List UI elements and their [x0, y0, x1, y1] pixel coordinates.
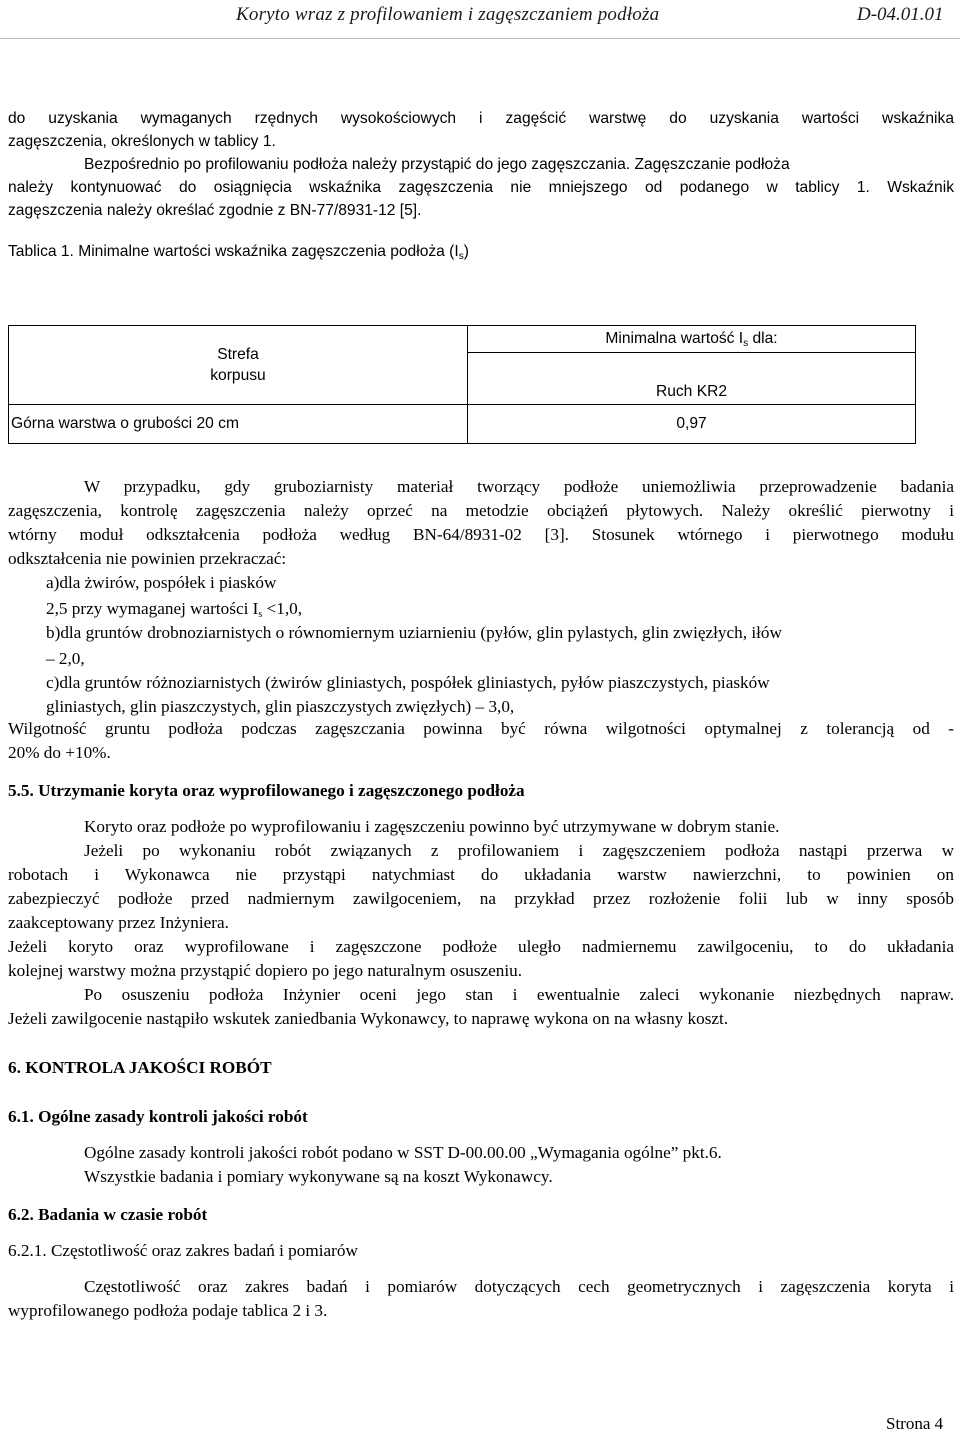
table1-header-traffic: [468, 353, 916, 405]
table1-header-minval: [468, 326, 916, 353]
para3-line2: zagęszczenia, kontrolę zagęszczenia należy oprzeć na metodzie obciążeń płytowych. Należy określić pierwotny i: [8, 501, 954, 520]
section-5-5-p4-line1: Po osuszeniu podłoża Inżynier oceni jego stan i ewentualnie zaleci wykonanie niezbędnych napraw.: [84, 985, 954, 1004]
section-5-5-p1: Koryto oraz podłoże po wyprofilowaniu i zagęszczeniu powinno być utrzymywane w dobrym stanie.: [84, 817, 780, 836]
para3-line1: W przypadku, gdy gruboziarnisty materiał tworzący podłoże uniemożliwia przeprowadzenie badania: [84, 477, 954, 496]
para3-item-a-value-end: <1,0,: [262, 599, 303, 618]
table1-header-minval-main: Minimalna wartość I: [605, 330, 744, 348]
para1-line2: zagęszczenia, określonych w tablicy 1.: [8, 133, 276, 150]
section-6-2-1-line1: Częstotliwość oraz zakres badań i pomiarów dotyczących cech geometrycznych i zagęszczenia koryta i: [84, 1277, 954, 1296]
table1-header-zone-line2: korpusu: [210, 367, 266, 384]
page-number: Strona 4: [886, 1414, 944, 1433]
para3-line4: odkształcenia nie powinien przekraczać:: [8, 549, 287, 568]
table1-row1-value: 0,97: [468, 405, 916, 444]
header-spec-code: D-04.01.01: [857, 4, 944, 25]
table1-header-zone-line1: Strefa: [217, 346, 259, 363]
para2-line3: zagęszczenia należy określać zgodnie z BN-77/8931-12 [5].: [8, 202, 422, 219]
para2-line1: Bezpośrednio po profilowaniu podłoża należy przystąpić do jego zagęszczania. Zagęszczanie podłoża: [84, 156, 790, 173]
para3-item-a-value: [46, 598, 302, 620]
para3-item-a-value-sub: s: [258, 609, 263, 620]
para1-line1: do uzyskania wymaganych rzędnych wysokościowych i zagęścić warstwę do uzyskania wartości wskaźnika: [8, 110, 954, 127]
section-6-1-p2: Wszystkie badania i pomiary wykonywane są na koszt Wykonawcy.: [84, 1167, 553, 1186]
header-rule: [0, 38, 960, 39]
section-6-1-heading: 6.1. Ogólne zasady kontroli jakości robót: [8, 1107, 308, 1126]
section-5-5-p2-line2: robotach i Wykonawca nie przystąpi natychmiast do układania warstw nawierzchni, to powinien on: [8, 865, 954, 884]
section-6-2-1-line2: wyprofilowanego podłoża podaje tablica 2 i 3.: [8, 1301, 328, 1320]
para3-line3: wtórny moduł odkształcenia podłoża według BN-64/8931-02 [3]. Stosunek wtórnego i pierwotnego modułu: [8, 525, 954, 544]
table1-caption-end: ): [463, 243, 469, 260]
table1-row1-label: Górna warstwa o grubości 20 cm: [9, 405, 468, 444]
para3-item-a: a)dla żwirów, pospółek i piasków: [46, 573, 277, 592]
section-5-5-p2-line3: zabezpieczyć podłoże przed nadmiernym zawilgoceniem, na przykład przez rozłożenie folii lub w inny sposób: [8, 889, 954, 908]
section-5-5-p3-line2: kolejnej warstwy można przystąpić dopiero po jego naturalnym osuszeniu.: [8, 961, 523, 980]
para3-item-a-value-main: 2,5 przy wymaganej wartości I: [46, 599, 259, 618]
section-5-5-p2-line4: zaakceptowany przez Inżyniera.: [8, 913, 229, 932]
para3-item-c-line1: c)dla gruntów różnoziarnistych (żwirów gliniastych, pospółek gliniastych, pyłów piaszczystych, piasków: [46, 673, 770, 692]
para3-item-b-line1: b)dla gruntów drobnoziarnistych o równomiernym uziarnieniu (pyłów, glin pylastych, glin zwięzłych, iłów: [46, 623, 782, 642]
table1-caption-main: Tablica 1. Minimalne wartości wskaźnika zagęszczenia podłoża (I: [8, 243, 459, 260]
section-6-2-1-heading: 6.2.1. Częstotliwość oraz zakres badań i pomiarów: [8, 1241, 358, 1260]
para3-item-c-line2: gliniastych, glin piaszczystych, glin piaszczystych zwięzłych) – 3,0,: [46, 697, 515, 716]
section-5-5-heading: 5.5. Utrzymanie koryta oraz wyprofilowanego i zagęszczonego podłoża: [8, 781, 525, 800]
para3-moisture-line1: Wilgotność gruntu podłoża podczas zagęszczania powinna być równa wilgotności optymalnej z tolerancją od -: [8, 719, 954, 738]
section-6-1-p1: Ogólne zasady kontroli jakości robót podano w SST D-00.00.00 „Wymagania ogólne” pkt.6.: [84, 1143, 722, 1162]
table1-header-minval-end: dla:: [748, 330, 778, 348]
para3-moisture-line2: 20% do +10%.: [8, 743, 111, 762]
section-5-5-p3-line1: Jeżeli koryto oraz wyprofilowane i zagęszczone podłoże uległo nadmiernemu zawilgoceniu, to do układania: [8, 937, 954, 956]
section-6-2-heading: 6.2. Badania w czasie robót: [8, 1205, 208, 1224]
table1-caption: [8, 241, 469, 263]
running-header: [0, 4, 960, 28]
para2-line2: należy kontynuować do osiągnięcia wskaźnika zagęszczenia nie mniejszego od podanego w tablicy 1. Wskaźnik: [8, 179, 954, 196]
section-6-heading: 6. KONTROLA JAKOŚCI ROBÓT: [8, 1058, 272, 1077]
table1-header-traffic-label: Ruch KR2: [655, 383, 728, 400]
table1-header-minval-sub: s: [743, 338, 749, 350]
para3-item-b-line2: – 2,0,: [46, 649, 85, 668]
table1-caption-sub: s: [458, 251, 464, 262]
section-5-5-p2-line1: Jeżeli po wykonaniu robót związanych z profilowaniem i zagęszczeniem podłoża nastąpi przerwa w: [84, 841, 954, 860]
section-5-5-p4-line2: Jeżeli zawilgocenie nastąpiło wskutek zaniedbania Wykonawcy, to naprawę wykona on na własny koszt.: [8, 1009, 729, 1028]
table1: [8, 325, 916, 444]
table1-header-zone: [9, 326, 468, 405]
header-title: Koryto wraz z profilowaniem i zagęszczaniem podłoża: [236, 4, 660, 25]
